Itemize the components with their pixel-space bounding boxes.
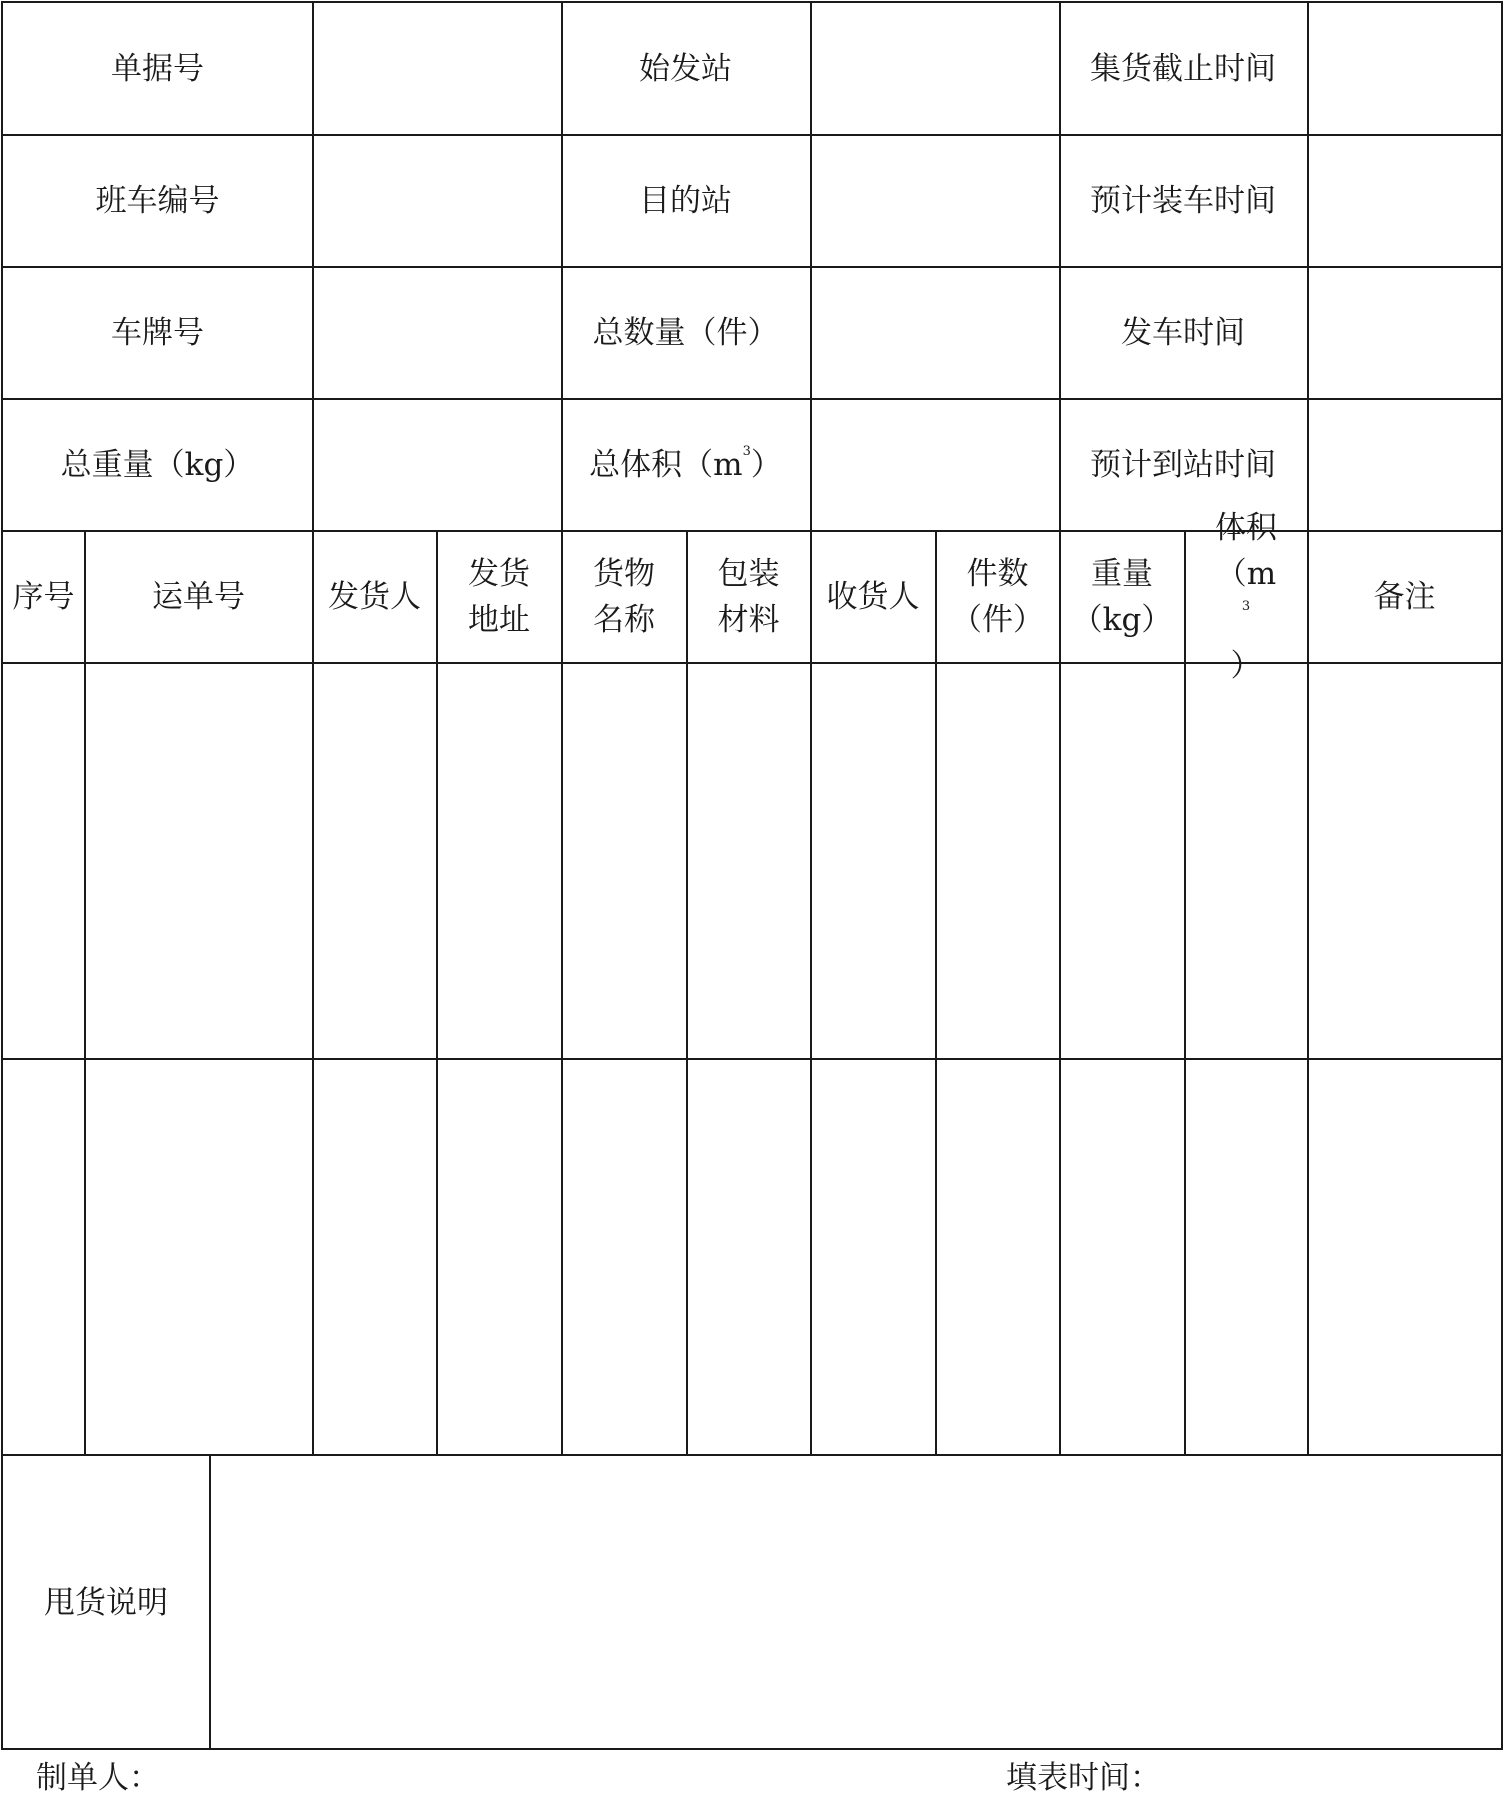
label-estimated-arrival-time: 预计到站时间 xyxy=(1090,446,1276,483)
header-pieces-line2: （件） xyxy=(951,601,1044,638)
header-weight-line1: 重量 xyxy=(1090,555,1153,592)
label-total-volume xyxy=(561,399,810,530)
header-volume-sup: 3 xyxy=(1241,598,1251,614)
header-waybill: 运单号 xyxy=(152,578,245,615)
label-shuttle-number: 班车编号 xyxy=(95,182,220,219)
table-row-1[interactable] xyxy=(3,663,1501,1058)
field-total-volume[interactable] xyxy=(811,399,1059,530)
field-departure-time[interactable] xyxy=(1308,267,1501,398)
header-packaging-line2: 材料 xyxy=(717,601,780,638)
field-estimated-loading-time[interactable] xyxy=(1308,135,1501,266)
label-total-volume-text: 总体积（m xyxy=(589,446,743,483)
header-shipper-address-line1: 发货 xyxy=(468,555,530,592)
label-origin-station: 始发站 xyxy=(639,50,732,87)
header-shipper-address-line2: 地址 xyxy=(468,601,530,638)
header-shipper-address xyxy=(437,531,561,662)
header-weight-line2: （kg） xyxy=(1071,601,1173,638)
header-goods-name xyxy=(562,531,686,662)
header-volume-close: ） xyxy=(1230,647,1262,684)
label-total-volume-sup: 3 xyxy=(742,443,751,459)
field-total-weight[interactable] xyxy=(313,399,561,530)
label-document-number: 单据号 xyxy=(111,50,204,87)
label-destination-station: 目的站 xyxy=(639,182,732,219)
header-goods-name-line1: 货物 xyxy=(593,555,655,592)
header-packaging xyxy=(687,531,810,662)
shuttle-manifest-form xyxy=(1,1,1503,1750)
label-consolidation-cutoff-time: 集货截止时间 xyxy=(1090,50,1276,87)
label-departure-time: 发车时间 xyxy=(1121,314,1245,351)
field-destination-station[interactable] xyxy=(811,135,1059,266)
header-volume-unit: （m xyxy=(1215,555,1277,592)
field-origin-station[interactable] xyxy=(811,3,1059,134)
label-total-volume-close: ） xyxy=(750,446,782,483)
field-consolidation-cutoff-time[interactable] xyxy=(1308,3,1501,134)
header-goods-name-line2: 名称 xyxy=(593,601,655,638)
header-volume-line1: 体积 xyxy=(1215,509,1277,546)
field-license-plate[interactable] xyxy=(313,267,561,398)
header-remarks: 备注 xyxy=(1373,578,1436,615)
header-pieces-line1: 件数 xyxy=(966,555,1029,592)
field-document-number[interactable] xyxy=(313,3,561,134)
table-row-2[interactable] xyxy=(3,1059,1501,1454)
label-total-quantity: 总数量（件） xyxy=(592,314,779,351)
header-packaging-line1: 包装 xyxy=(717,555,780,592)
header-shipper: 发货人 xyxy=(328,578,421,615)
label-dropped-goods-note: 甩货说明 xyxy=(44,1584,168,1621)
header-pieces xyxy=(936,531,1059,662)
field-shuttle-number[interactable] xyxy=(313,135,561,266)
footer-fill-time: 填表时间： xyxy=(1006,1760,1161,1796)
header-consignee: 收货人 xyxy=(826,578,920,615)
label-total-weight: 总重量（kg） xyxy=(60,446,255,483)
header-seq: 序号 xyxy=(12,578,75,615)
footer-prepared-by: 制单人： xyxy=(36,1760,160,1796)
header-weight xyxy=(1060,531,1184,662)
label-estimated-loading-time: 预计装车时间 xyxy=(1090,182,1276,219)
header-volume xyxy=(1185,509,1307,684)
field-total-quantity[interactable] xyxy=(811,267,1059,398)
field-estimated-arrival-time[interactable] xyxy=(1308,399,1501,530)
field-dropped-goods-note[interactable] xyxy=(210,1455,1501,1750)
label-license-plate: 车牌号 xyxy=(111,314,204,351)
